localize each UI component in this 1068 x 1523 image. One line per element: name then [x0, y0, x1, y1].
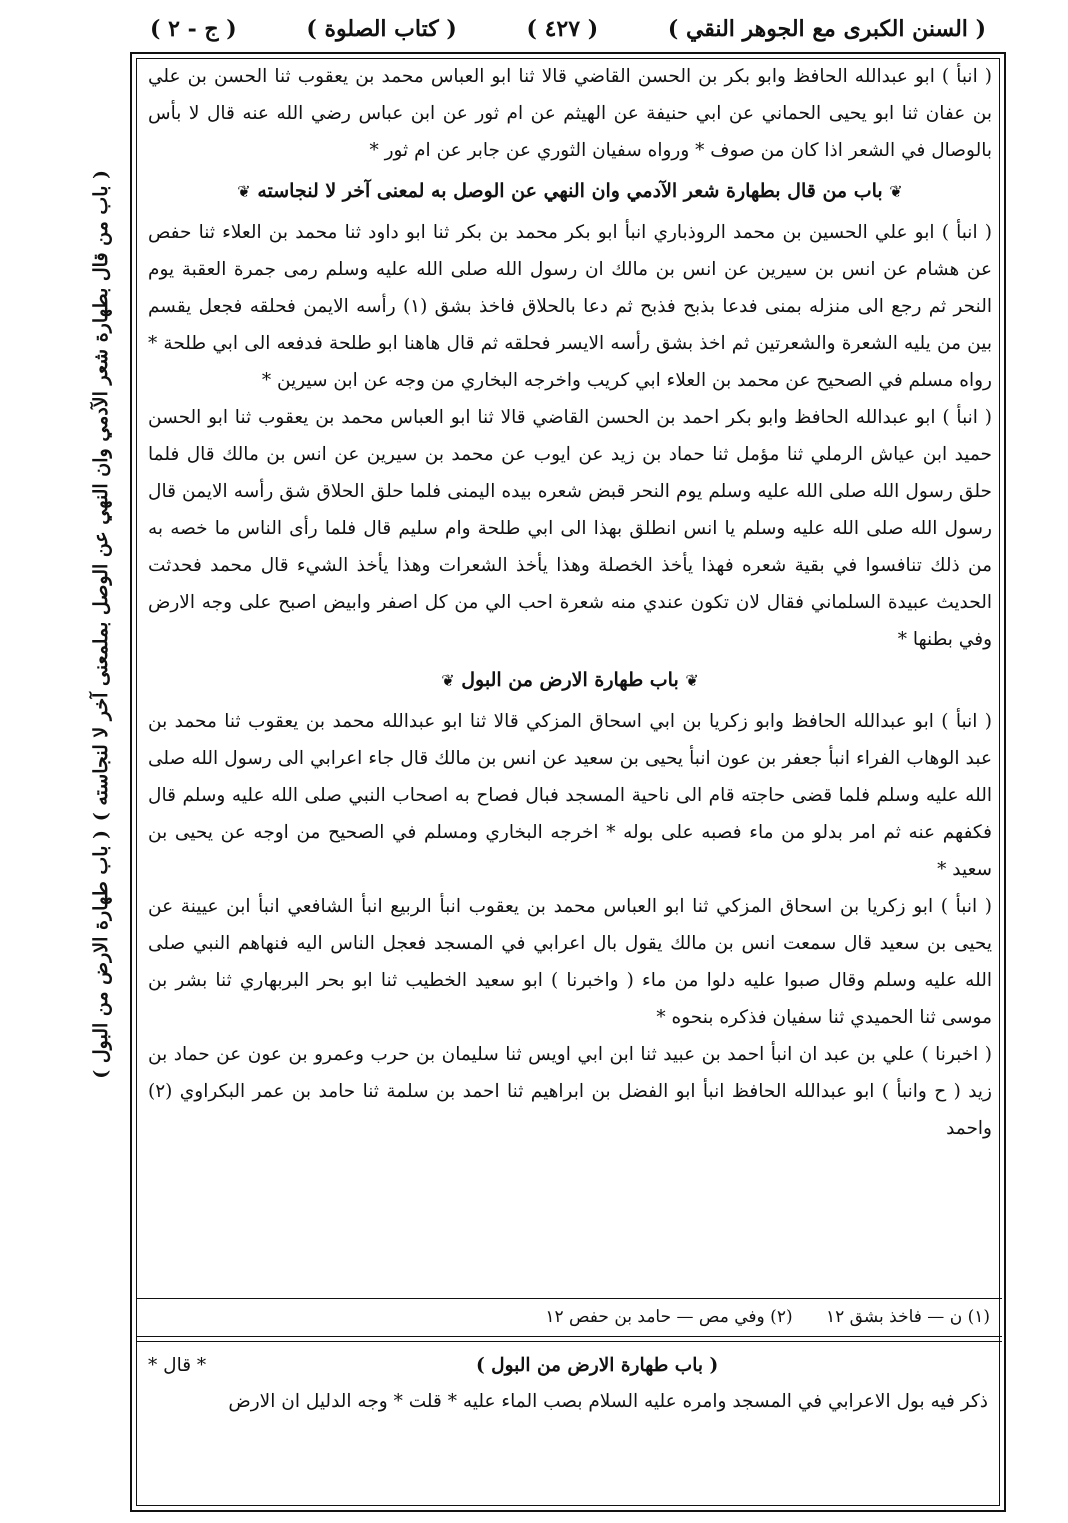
commentary-divider	[136, 1336, 1002, 1342]
footnote-2: (٢) وفي مص — حامد بن حفص ١٢	[545, 1307, 793, 1327]
commentary-text: ذكر فيه بول الاعرابي في المسجد وامره عليه السلام بصب الماء عليه * قلت * وجه الدليل ان الارض	[228, 1391, 988, 1412]
footnotes	[160, 1300, 990, 1334]
margin-note-chapter-ground: ( باب طهارة الارض من البول )	[90, 830, 112, 1079]
hadith-paragraph: ( انبأ ) ابو عبدالله الحافظ وابو زكريا بن ابي اسحاق المزكي قالا ثنا ابو عبدالله محمد بن يعقوب ثنا محمد بن عبد الوهاب الفراء انبأ جعفر بن عون انبأ يحيى بن سعيد عن انس بن مالك قال جاء اعرابي الى رسول الله صلى الله عليه وسلم فلما قضى حاجته قام الى ناحية المسجد فبال فصاح به اصحاب النبي صلى الله عليه وسلم قال فكفهم عنه ثم امر بدلو من ماء فصبه على بوله * اخرجه البخاري ومسلم في الصحيح من اوجه عن يحيى بن سعيد *	[148, 711, 992, 880]
book-title: ( السنن الكبرى مع الجوهر النقي )	[667, 16, 986, 42]
footnote-divider	[136, 1298, 1002, 1299]
chapter-title: ( كتاب الصلوة )	[306, 16, 457, 42]
main-text	[140, 58, 1000, 1228]
footnote-1: (١) ن — فاخذ بشق ١٢	[826, 1307, 990, 1327]
volume-number: ( ج - ٢ )	[150, 16, 237, 42]
commentary-section	[140, 1348, 996, 1508]
commentary-heading: ( باب طهارة الارض من البول )	[475, 1355, 719, 1376]
ornament-icon: ❦	[889, 182, 903, 201]
hadith-paragraph: ( انبأ ) ابو عبدالله الحافظ وابو بكر بن الحسن القاضي قالا ثنا ابو العباس محمد بن يعقوب ثنا الحسن بن علي بن عفان ثنا ابو يحيى الحماني عن ابي حنيفة عن الهيثم عن ام ثور عن ابن عباس رضي الله عنه قال لا بأس بالوصال في الشعر اذا كان من صوف * ورواه سفيان الثوري عن جابر عن ام ثور *	[148, 66, 992, 161]
chapter-heading-text: باب من قال بطهارة شعر الآدمي وان النهي عن الوصل به لمعنى آخر لا لنجاسته	[257, 180, 883, 202]
page-number: ( ٤٢٧ )	[526, 16, 599, 42]
hadith-paragraph: ( انبأ ) ابو عبدالله الحافظ وابو بكر احمد بن الحسن القاضي قالا ثنا ابو العباس محمد بن يعقوب ثنا ابو الحسن حميد ابن عياش الرملي ثنا مؤمل ثنا حماد بن زيد عن ايوب عن محمد بن سيرين عن انس بن مالك قال فلما حلق رسول الله صلى الله عليه وسلم يوم النحر قبض شعره بيده اليمنى فلما حلق الحلاق شق رأسه الايمن قال رسول الله صلى الله عليه وسلم يا انس انطلق بهذا الى ابي طلحة وام سليم قال فلما رأى الناس ما خصه به من ذلك تنافسوا في بقية شعره فهذا يأخذ الخصلة وهذا يأخذ الشعرات وهذا يأخذ الشيء قال محمد فحدثت الحديث عبيدة السلماني فقال لان تكون عندي منه شعرة احب الي من كل اصفر وابيض اصبح على وجه الارض وفي بطنها *	[148, 407, 992, 650]
chapter-heading-text: باب طهارة الارض من البول	[461, 669, 679, 691]
margin-note-chapter-hair: ( باب من قال بطهارة شعر الآدمي وان النهي عن الوصل بملمعنى آخر لا لنجاسته )	[90, 170, 112, 822]
ornament-icon: ❦	[237, 182, 251, 201]
ornament-icon: ❦	[685, 671, 699, 690]
hadith-paragraph: ( انبأ ) ابو زكريا بن اسحاق المزكي ثنا ابو العباس محمد بن يعقوب انبأ الربيع انبأ الشافعي انبأ ابن عيينة عن يحيى بن سعيد قال سمعت انس بن مالك يقول بال اعرابي في المسجد فعجل الناس اليه فنهاهم النبي صلى الله عليه وسلم وقال صبوا عليه دلوا من ماء ( واخبرنا ) ابو سعيد الخطيب ثنا ابو بحر البربهاري ثنا بشر بن موسى ثنا الحميدي ثنا سفيان فذكره بنحوه *	[148, 896, 992, 1028]
chapter-heading	[140, 173, 1000, 210]
hadith-paragraph: ( اخبرنا ) علي بن عبد ان انبأ احمد بن عبيد ثنا ابن ابي اويس ثنا سليمان بن حرب وعمرو بن عون عن حماد بن زيد ( ح وانبأ ) ابو عبدالله الحافظ انبأ ابو الفضل بن ابراهيم ثنا احمد بن سلمة ثنا حامد بن عمر البكراوي (٢) واحمد	[148, 1044, 992, 1139]
page-header	[150, 12, 986, 46]
commentary-lead: * قال *	[148, 1355, 207, 1376]
chapter-heading	[140, 662, 1000, 699]
hadith-paragraph: ( انبأ ) ابو علي الحسين بن محمد الروذباري انبأ ابو بكر محمد بن بكر ثنا ابو داود ثنا محمد بن العلاء ثنا حفص عن هشام عن انس بن سيرين عن انس بن مالك ان رسول الله صلى الله عليه وسلم رمى جمرة العقبة يوم النحر ثم رجع الى منزله بمنى فدعا بذبح فذبح ثم دعا بالحلاق فاخذ بشق (١) رأسه الايمن فحلقه فجعل يقسم بين من يليه الشعرة والشعرتين ثم اخذ بشق رأسه الايسر فحلقه ثم قال هاهنا ابو طلحة فدفعه الى ابي طلحة * رواه مسلم في الصحيح عن محمد بن العلاء ابي كريب واخرجه البخاري من وجه عن ابن سيرين *	[148, 222, 992, 391]
ornament-icon: ❦	[441, 671, 455, 690]
